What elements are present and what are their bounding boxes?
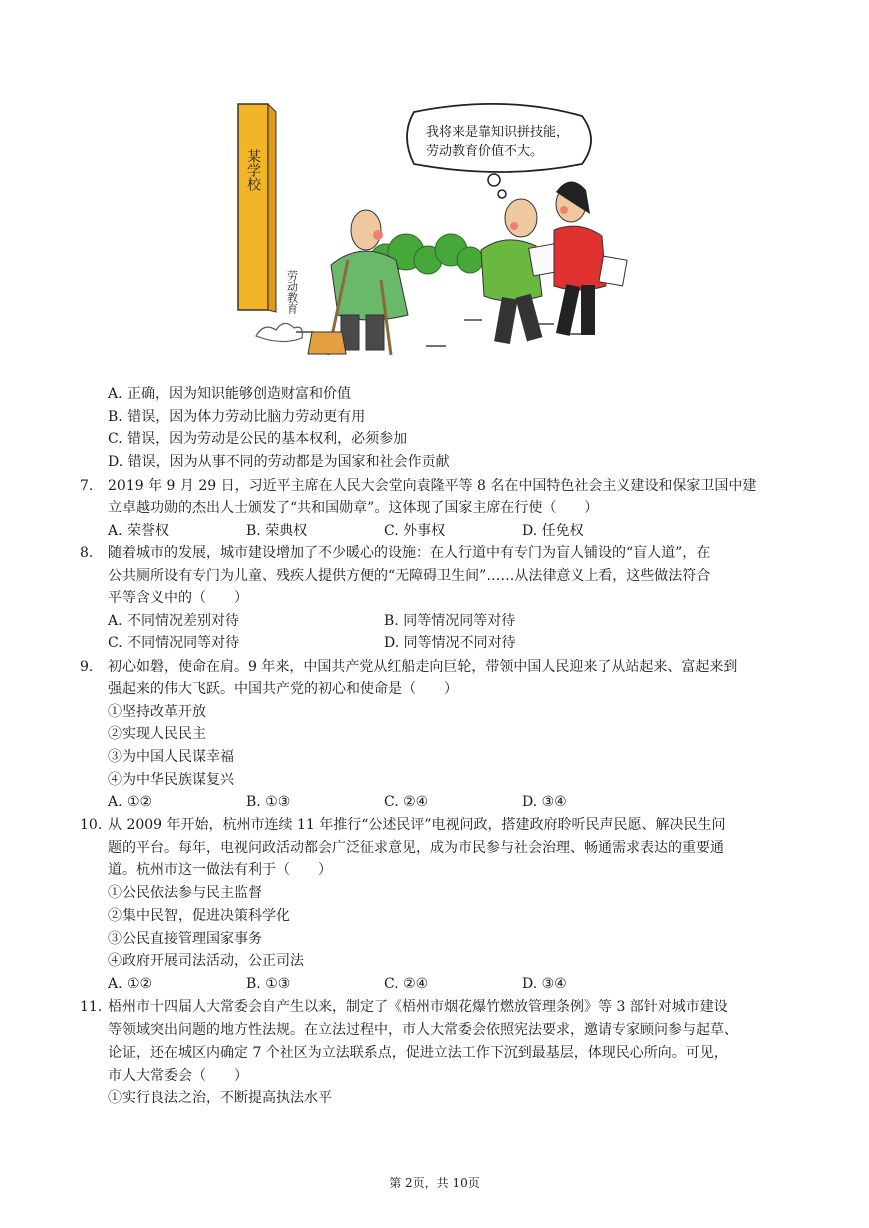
q10-stem-line: 道。杭州市这一做法有利于（ ） [108,862,332,878]
q9-item: ①坚持改革开放 [108,704,206,720]
q7-number: 7. [80,478,94,494]
q7-stem-line: 2019 年 9 月 29 日，习近平主席在人民大会堂向袁隆平等 8 名在中国特色社会主义建设和保家卫国中建 [108,478,757,494]
q6-option-c: C. 错误，因为劳动是公民的基本权利，必须参加 [108,431,408,447]
q7-option-c: C. 外事权 [384,523,446,539]
q8-option-a: A. 不同情况差别对待 [108,613,240,629]
q6-option-b: B. 错误，因为体力劳动比脑力劳动更有用 [108,409,366,425]
q11-item: ①实行良法之治，不断提高执法水平 [108,1090,332,1106]
q9-option-a: A. ①② [108,794,153,810]
q6-option-a: A. 正确，因为知识能够创造财富和价值 [108,386,352,402]
q10-option-b: B. ①③ [246,976,291,992]
broom-label: 劳动教育 [285,270,299,314]
q9-item: ④为中华民族谋复兴 [108,772,234,788]
q8-option-d: D. 同等情况不同对待 [384,635,516,651]
q10-option-c: C. ②④ [384,976,429,992]
q7-option-d: D. 任免权 [522,523,584,539]
q7-option-b: B. 荣典权 [246,523,308,539]
q9-stem-line: 初心如磐，使命在肩。9 年来，中国共产党从红船走向巨轮，带领中国人民迎来了从站起来、富起来到 [108,659,738,675]
q8-number: 8. [80,545,94,561]
q11-stem-line: 论证，还在城区内确定 7 个社区为立法联系点，促进立法工作下沉到最基层，体现民心所向。可见， [108,1045,728,1061]
girl-figure [554,181,627,335]
q10-number: 10. [80,817,103,833]
q8-stem-line: 公共厕所设有专门为儿童、残疾人提供方便的“无障碍卫生间”……从法律意义上看，这些做法符合 [108,568,711,584]
q8-stem-line: 随着城市的发展，城市建设增加了不少暖心的设施：在人行道中有专门为盲人铺设的“盲人道”，在 [108,545,711,561]
q8-stem-line: 平等含义中的（ ） [108,590,248,606]
q10-item: ②集中民智，促进决策科学化 [108,908,290,924]
q11-stem-line: 市人大常委会（ ） [108,1068,248,1084]
q9-option-b: B. ①③ [246,794,291,810]
q9-item: ③为中国人民谋幸福 [108,749,234,765]
q7-option-a: A. 荣誉权 [108,523,170,539]
q10-option-d: D. ③④ [522,976,567,992]
cartoon-illustration [236,100,628,358]
q6-option-d: D. 错误，因为从事不同的劳动都是为国家和社会作贡献 [108,454,450,470]
q9-option-c: C. ②④ [384,794,429,810]
q10-item: ③公民直接管理国家事务 [108,931,262,947]
page-footer: 第 2页，共 10页 [389,1176,480,1190]
dust-cloud [256,323,302,341]
q10-stem-line: 题的平台。每年，电视问政活动都会广泛征求意见，成为市民参与社会治理、畅通需求表达的重要通 [108,840,724,856]
q11-number: 11. [80,999,103,1015]
q11-stem-line: 等领域突出问题的地方性法规。在立法过程中，市人大常委会依照宪法要求，邀请专家顾问参与起草、 [108,1022,738,1038]
q10-item: ④政府开展司法活动，公正司法 [108,953,304,969]
q10-option-a: A. ①② [108,976,153,992]
q8-option-b: B. 同等情况同等对待 [384,613,516,629]
q9-stem-line: 强起来的伟大飞跃。中国共产党的初心和使命是（ ） [108,681,458,697]
q11-stem-line: 梧州市十四届人大常委会自产生以来，制定了《梧州市烟花爆竹燃放管理条例》等 3 部针对城市建设 [108,999,728,1015]
q8-option-c: C. 不同情况同等对待 [108,635,240,651]
speech-line-2: 劳动教育价值不大。 [426,144,544,159]
q7-stem-line: 立卓越功勋的杰出人士颁发了“共和国勋章”。这体现了国家主席在行使（ ） [108,500,599,516]
q9-option-d: D. ③④ [522,794,567,810]
sweeping-man [308,210,408,355]
q10-item: ①公民依法参与民主监督 [108,885,262,901]
q9-number: 9. [80,659,94,675]
wall-sign-text: 某学校 [245,149,261,191]
q10-stem-line: 从 2009 年开始，杭州市连续 11 年推行“公述民评”电视问政，搭建政府聆听民声民愿、解决民生问 [108,817,726,833]
speech-line-1: 我将来是靠知识拼技能， [426,125,570,140]
q9-item: ②实现人民民主 [108,726,206,742]
